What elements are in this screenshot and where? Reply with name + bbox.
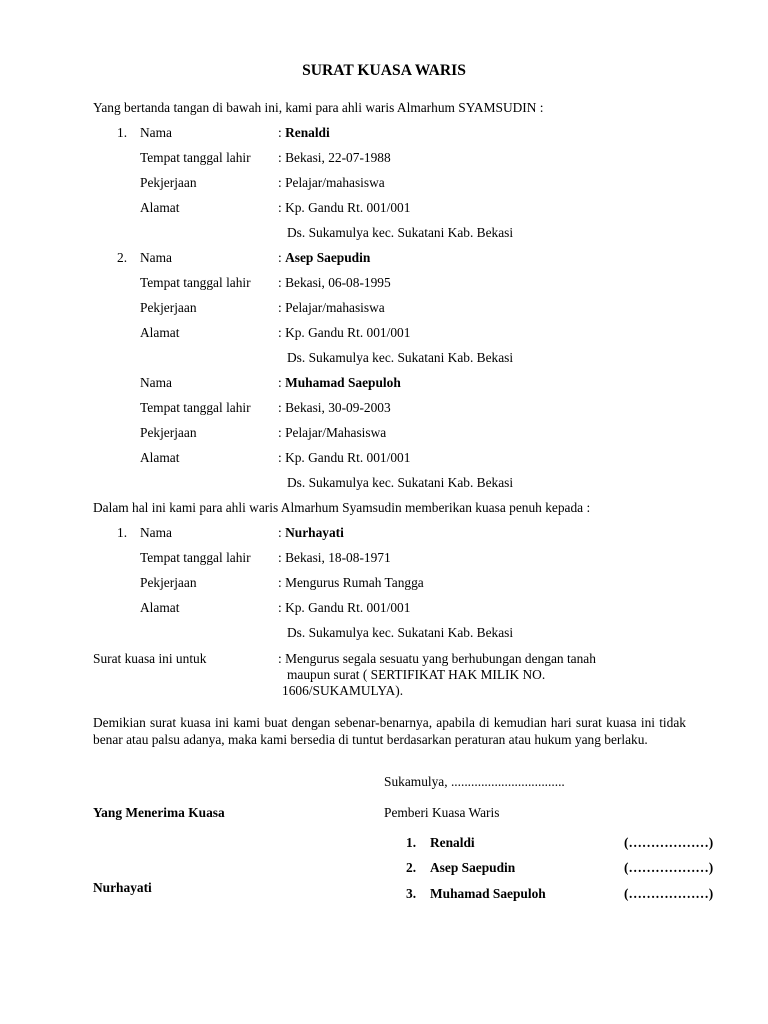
- purpose-line-2: maupun surat ( SERTIFIKAT HAK MILIK NO.: [287, 667, 546, 682]
- receiver-name: Nurhayati: [93, 880, 152, 895]
- heir-name: : Muhamad Saepuloh: [278, 375, 401, 390]
- name-label: Nama: [140, 525, 172, 540]
- purpose-line-1: : Mengurus segala sesuatu yang berhubungan dengan tanah: [278, 651, 596, 666]
- heir-job: : Pelajar/mahasiswa: [278, 300, 385, 315]
- signature-placeholder: (………………): [624, 860, 714, 875]
- address-label: Alamat: [140, 450, 180, 465]
- heir-number: 2.: [117, 250, 128, 265]
- document-title: SURAT KUASA WARIS: [302, 62, 466, 79]
- heir-address-1: : Kp. Gandu Rt. 001/001: [278, 450, 411, 465]
- birth-label: Tempat tanggal lahir: [140, 150, 251, 165]
- birth-label: Tempat tanggal lahir: [140, 275, 251, 290]
- heir-number: 1.: [117, 125, 128, 140]
- receiver-heading: Yang Menerima Kuasa: [93, 805, 225, 820]
- heir-address-2: Ds. Sukamulya kec. Sukatani Kab. Bekasi: [287, 350, 514, 365]
- heir-address-1: : Kp. Gandu Rt. 001/001: [278, 200, 411, 215]
- birth-label: Tempat tanggal lahir: [140, 400, 251, 415]
- giver-heading: Pemberi Kuasa Waris: [384, 805, 500, 820]
- grantee-address-2: Ds. Sukamulya kec. Sukatani Kab. Bekasi: [287, 625, 514, 640]
- grantee-name: : Nurhayati: [278, 525, 344, 540]
- purpose-label: Surat kuasa ini untuk: [93, 651, 207, 666]
- heir-job: : Pelajar/mahasiswa: [278, 175, 385, 190]
- intro-text: Yang bertanda tangan di bawah ini, kami para ahli waris Almarhum SYAMSUDIN :: [93, 100, 544, 115]
- grant-intro-text: Dalam hal ini kami para ahli waris Almarhum Syamsudin memberikan kuasa penuh kepada :: [93, 500, 591, 515]
- grantee-job: : Mengurus Rumah Tangga: [278, 575, 424, 590]
- closing-paragraph: Demikian surat kuasa ini kami buat dengan sebenar-benarnya, apabila di kemudian hari surat kuasa ini tidak benar atau palsu adanya, maka kami bersedia di tuntut berdasarkan peraturan atau hukum yang berlaku.: [93, 715, 686, 747]
- signature-placeholder: (………………): [624, 835, 714, 850]
- purpose-line-3: 1606/SUKAMULYA).: [282, 683, 404, 698]
- heir-birth: : Bekasi, 06-08-1995: [278, 275, 391, 290]
- signatory-name: Asep Saepudin: [430, 860, 516, 875]
- name-label: Nama: [140, 250, 172, 265]
- name-label: Nama: [140, 375, 172, 390]
- signatory-number: 3.: [406, 886, 417, 901]
- heir-address-2: Ds. Sukamulya kec. Sukatani Kab. Bekasi: [287, 225, 514, 240]
- job-label: Pekjerjaan: [140, 425, 197, 440]
- grantee-number: 1.: [117, 525, 128, 540]
- grantee-address-1: : Kp. Gandu Rt. 001/001: [278, 600, 411, 615]
- birth-label: Tempat tanggal lahir: [140, 550, 251, 565]
- heir-job: : Pelajar/Mahasiswa: [278, 425, 387, 440]
- heir-birth: : Bekasi, 30-09-2003: [278, 400, 391, 415]
- heir-address-1: : Kp. Gandu Rt. 001/001: [278, 325, 411, 340]
- heir-name: : Renaldi: [278, 125, 330, 140]
- job-label: Pekjerjaan: [140, 300, 197, 315]
- job-label: Pekjerjaan: [140, 175, 197, 190]
- signatory-number: 1.: [406, 835, 417, 850]
- address-label: Alamat: [140, 325, 180, 340]
- address-label: Alamat: [140, 200, 180, 215]
- signatory-number: 2.: [406, 860, 417, 875]
- heir-name: : Asep Saepudin: [278, 250, 371, 265]
- job-label: Pekjerjaan: [140, 575, 197, 590]
- signatory-name: Renaldi: [430, 835, 475, 850]
- heir-birth: : Bekasi, 22-07-1988: [278, 150, 391, 165]
- signature-placeholder: (………………): [624, 886, 714, 901]
- name-label: Nama: [140, 125, 172, 140]
- signatory-name: Muhamad Saepuloh: [430, 886, 546, 901]
- heir-address-2: Ds. Sukamulya kec. Sukatani Kab. Bekasi: [287, 475, 514, 490]
- address-label: Alamat: [140, 600, 180, 615]
- grantee-birth: : Bekasi, 18-08-1971: [278, 550, 391, 565]
- place-date: Sukamulya, ..................................: [384, 774, 565, 789]
